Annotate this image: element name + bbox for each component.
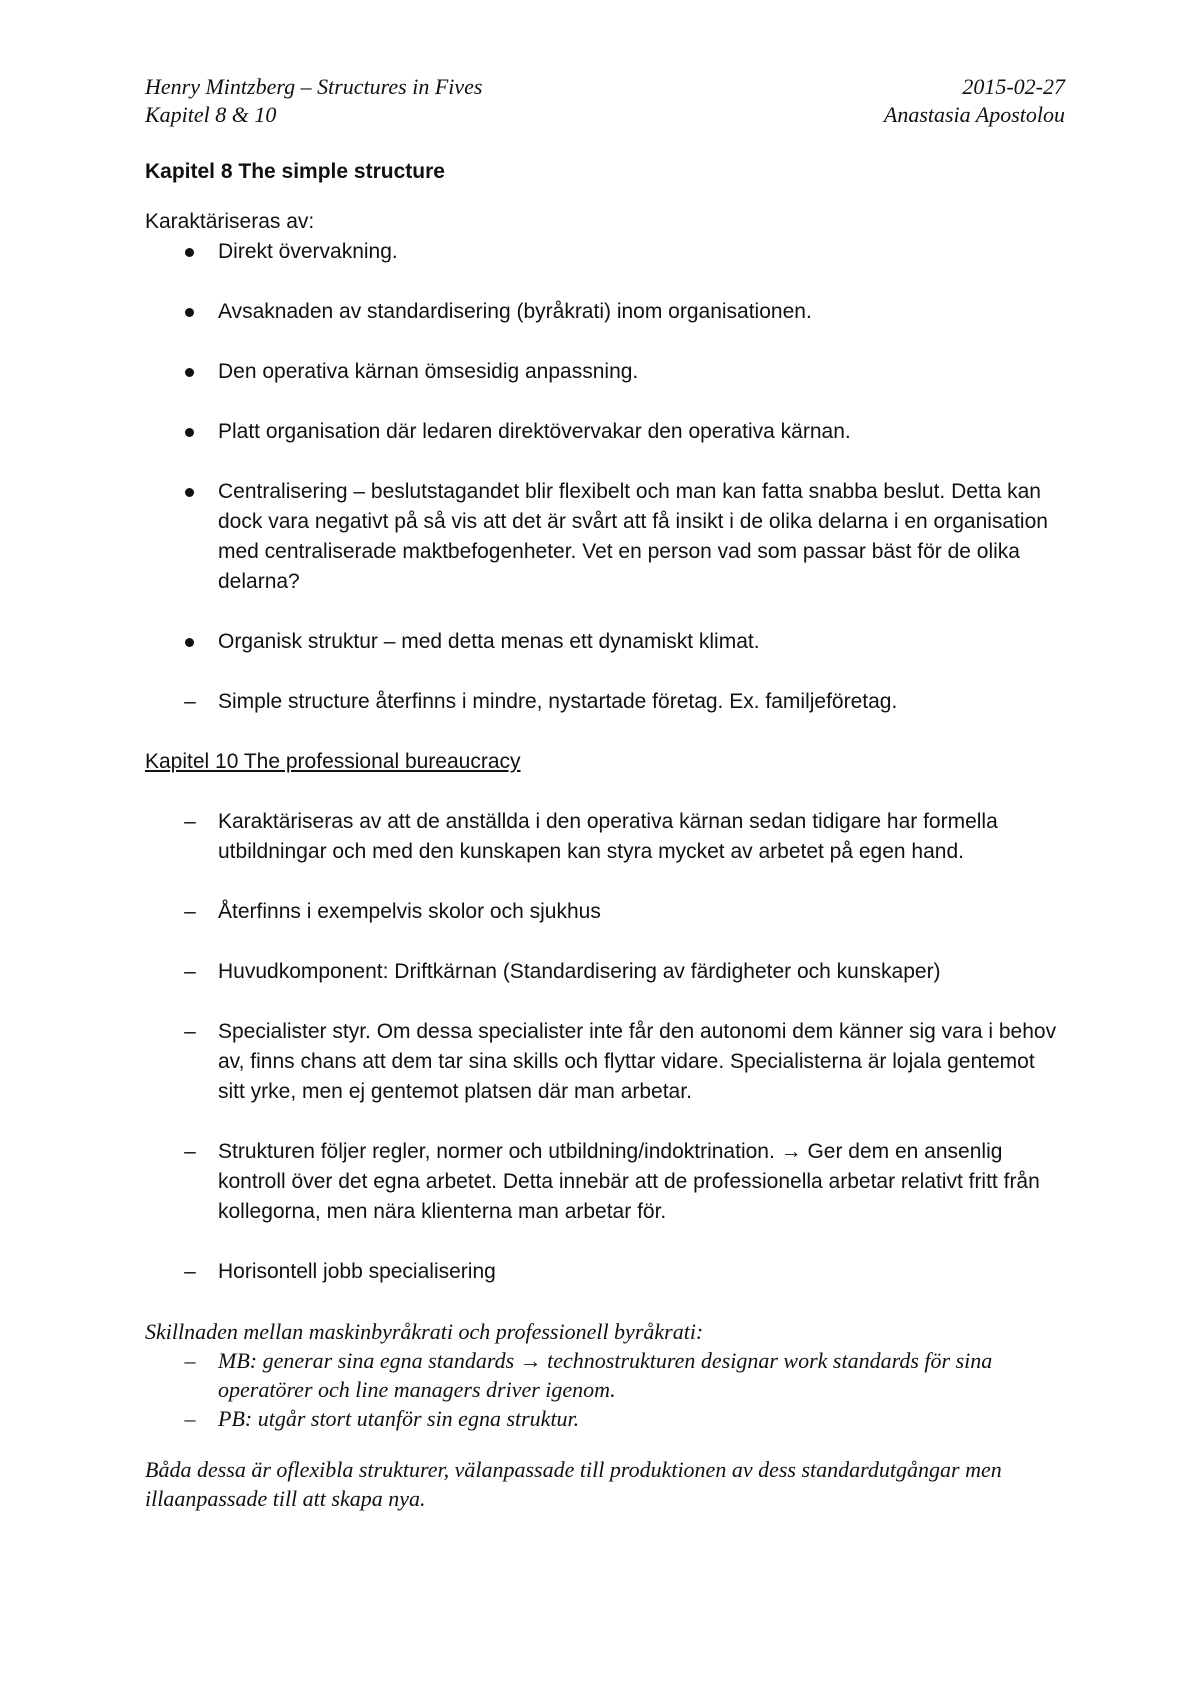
dash-marker: – bbox=[184, 1020, 196, 1043]
list-item: – Specialister styr. Om dessa specialister inte får den autonomi dem känner sig vara i behov av, finns chans att dem tar sina skills och flyttar vidare. Specialisterna är lojala gentemot sitt yrke, men ej gentemot platsen där man arbetar. bbox=[145, 1017, 1065, 1107]
conclusion-paragraph: Båda dessa är oflexibla strukturer, välanpassade till produktionen av dess standardutgångar men illaanpassade till att skapa nya. bbox=[145, 1457, 1002, 1511]
list-item: – Horisontell jobb specialisering bbox=[145, 1257, 1065, 1287]
list-item: – Karaktäriseras av att de anställda i den operativa kärnan sedan tidigare har formella utbildningar och med den kunskapen kan styra mycket av arbetet på egen hand. bbox=[145, 807, 1065, 867]
dash-marker: – bbox=[184, 810, 196, 833]
list-item: Organisk struktur – med detta menas ett dynamiskt klimat. bbox=[145, 627, 1065, 657]
bullet-dot-icon bbox=[185, 638, 194, 647]
bullet-dot-icon bbox=[185, 428, 194, 437]
header-chapters: Kapitel 8 & 10 bbox=[145, 102, 277, 127]
chapter8-heading: Kapitel 8 The simple structure bbox=[145, 160, 445, 183]
comparison-heading: Skillnaden mellan maskinbyråkrati och professionell byråkrati: bbox=[145, 1319, 704, 1344]
list-item: Platt organisation där ledaren direktövervakar den operativa kärnan. bbox=[145, 417, 1065, 447]
list-item: Centralisering – beslutstagandet blir flexibelt och man kan fatta snabba beslut. Detta kan dock vara negativt på så vis att det är svårt att få insikt i de olika delarna i en organisation med centraliserade maktbefogenheter. Vet en person vad som passar bäst för de olika delarna? bbox=[145, 477, 1065, 597]
comparison-list bbox=[145, 1346, 1065, 1433]
list-item: – Återfinns i exempelvis skolor och sjukhus bbox=[145, 897, 1065, 927]
header-left bbox=[145, 73, 482, 129]
dash-marker: – bbox=[184, 1406, 196, 1431]
list-item: – Strukturen följer regler, normer och utbildning/indoktrination. → Ger dem en ansenlig kontroll över det egna arbetet. Detta innebär att de professionella arbetar relativt fritt från kollegorna, men nära klienterna man arbetar för. bbox=[145, 1137, 1065, 1227]
dash-marker: – bbox=[184, 900, 196, 923]
list-item: Direkt övervakning. bbox=[145, 237, 1065, 267]
dash-marker: – bbox=[184, 1140, 196, 1163]
dash-marker: – bbox=[184, 1260, 196, 1283]
bullet-dot-icon bbox=[185, 368, 194, 377]
chapter8-bullet-list bbox=[145, 237, 1065, 717]
document-body bbox=[145, 157, 1065, 1513]
header-date: 2015-02-27 bbox=[962, 74, 1065, 99]
chapter8-intro: Karaktäriseras av: bbox=[145, 210, 315, 233]
list-item: Avsaknaden av standardisering (byråkrati) inom organisationen. bbox=[145, 297, 1065, 327]
list-item: – PB: utgår stort utanför sin egna struktur. bbox=[145, 1404, 1065, 1433]
bullet-dot-icon bbox=[185, 488, 194, 497]
dash-marker: – bbox=[184, 1348, 196, 1373]
list-item: – Huvudkomponent: Driftkärnan (Standardisering av färdigheter och kunskaper) bbox=[145, 957, 1065, 987]
bullet-dot-icon bbox=[185, 248, 194, 257]
comparison-section bbox=[145, 1317, 1065, 1513]
list-item: – MB: generar sina egna standards → technostrukturen designar work standards för sina operatörer och line managers driver igenom. bbox=[145, 1346, 1065, 1404]
header-title: Henry Mintzberg – Structures in Fives bbox=[145, 74, 483, 99]
list-item: – Simple structure återfinns i mindre, nystartade företag. Ex. familjeföretag. bbox=[145, 687, 1065, 717]
list-item: Den operativa kärnan ömsesidig anpassning. bbox=[145, 357, 1065, 387]
chapter10-heading: Kapitel 10 The professional bureaucracy bbox=[145, 750, 521, 773]
dash-marker: – bbox=[184, 690, 196, 713]
header-author: Anastasia Apostolou bbox=[883, 102, 1065, 127]
bullet-dot-icon bbox=[185, 308, 194, 317]
dash-marker: – bbox=[184, 960, 196, 983]
header-right bbox=[884, 73, 1065, 129]
chapter10-dash-list bbox=[145, 807, 1065, 1287]
